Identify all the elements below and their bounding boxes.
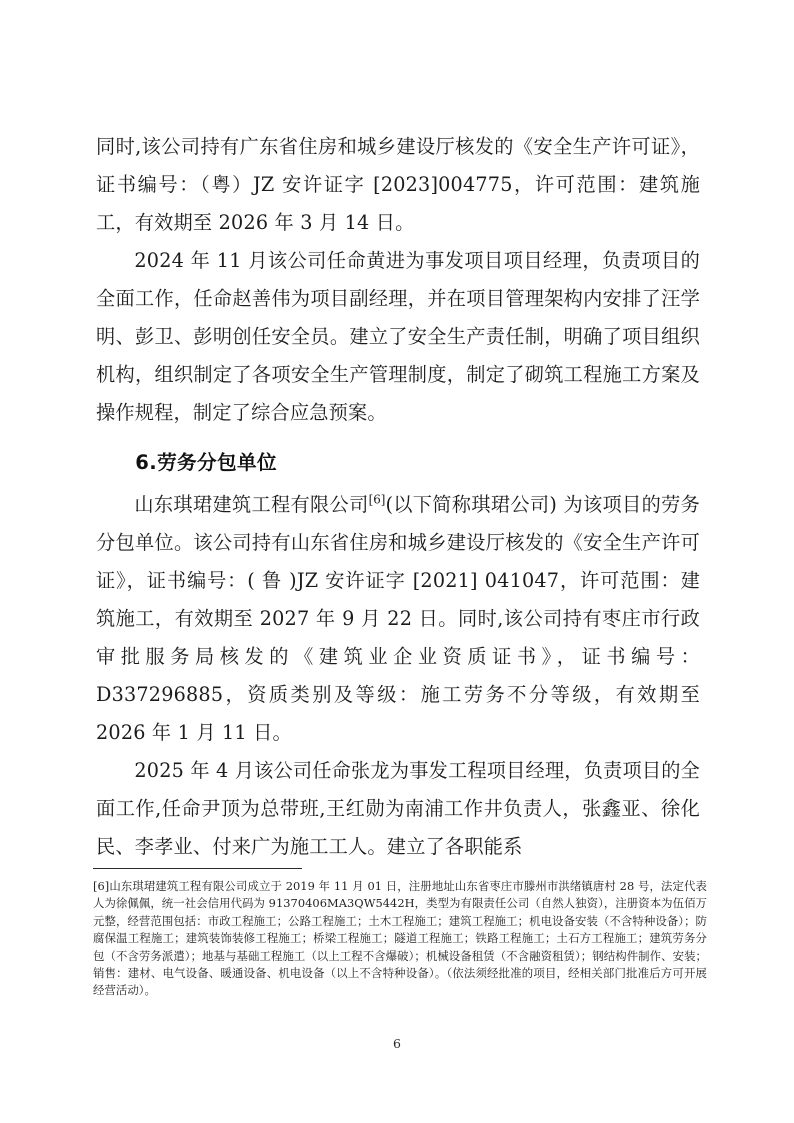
paragraph-qijue-company-text-after-ref: (以下简称琪珺公司) 为该项目的劳务分包单位。该公司持有山东省住房和城乡建设厅核发的《安全生产许可证》，证书编号：( 鲁 )JZ 安许证字 [2021] 041047，许可范围：建筑施工，有效期至 2027 年 9 月 22 日。同时,该公司持有枣庄市行政审批服务局核发的《建筑业企业资质证书》，证书编号：D337296885，资质类别及等级：施工劳务不分等级，有效期至 2026 年 1 月 11 日。: [96, 493, 700, 744]
document-body: [96, 128, 700, 866]
footnote-block: [93, 868, 707, 1000]
footnote-separator-rule: [93, 868, 302, 869]
paragraph-qijue-company-text-before-ref: 山东琪珺建筑工程有限公司: [134, 493, 369, 516]
section-heading-labor-subcontractor: 6.劳务分包单位: [135, 451, 278, 474]
footnote-text: [6]山东琪珺建筑工程有限公司成立于 2019 年 11 月 01 日，注册地址山东省枣庄市滕州市洪绪镇唐村 28 号，法定代表人为徐佩佩，统一社会信用代码为 91370406MA3QW5442H，类型为有限责任公司（自然人独资），注册资本为伍佰万元整，经营范围包括：市政工程施工；公路工程施工；土木工程施工；建筑工程施工；机电设备安装（不含特种设备）；防腐保温工程施工；建筑装饰装修工程施工；桥梁工程施工；隧道工程施工；铁路工程施工；土石方工程施工；建筑劳务分包（不含劳务派遣）；地基与基础工程施工（以上工程不含爆破）；机械设备租赁（不含融资租赁）；钢结构件制作、安装；销售：建材、电气设备、暖通设备、机电设备（以上不含特种设备）。（依法须经批准的项目，经相关部门批准后方可开展经营活动）。: [93, 879, 707, 998]
paragraph-qijue-company: [96, 486, 700, 752]
paragraph-license-guangdong: 同时,该公司持有广东省住房和城乡建设厅核发的《安全生产许可证》，证书编号：（粤）JZ 安许证字 [2023]004775，许可范围：建筑施工，有效期至 2026 年 3 月 14 日。: [96, 135, 700, 234]
footnote-reference-marker[interactable]: [6]: [368, 492, 386, 507]
paragraph-appointment-2024: 2024 年 11 月该公司任命黄进为事发项目项目经理，负责项目的全面工作，任命赵善伟为项目副经理，并在项目管理架构内安排了汪学明、彭卫、彭明创任安全员。建立了安全生产责任制，明确了项目组织机构，组织制定了各项安全生产管理制度，制定了砌筑工程施工方案及操作规程，制定了综合应急预案。: [96, 249, 700, 424]
page-number: 6: [393, 1036, 401, 1051]
paragraph-appointment-2025: 2025 年 4 月该公司任命张龙为事发工程项目经理，负责项目的全面工作,任命尹顶为总带班,王红勋为南浦工作井负责人，张鑫亚、徐化民、李孝业、付来广为施工工人。建立了各职能系: [96, 759, 701, 858]
